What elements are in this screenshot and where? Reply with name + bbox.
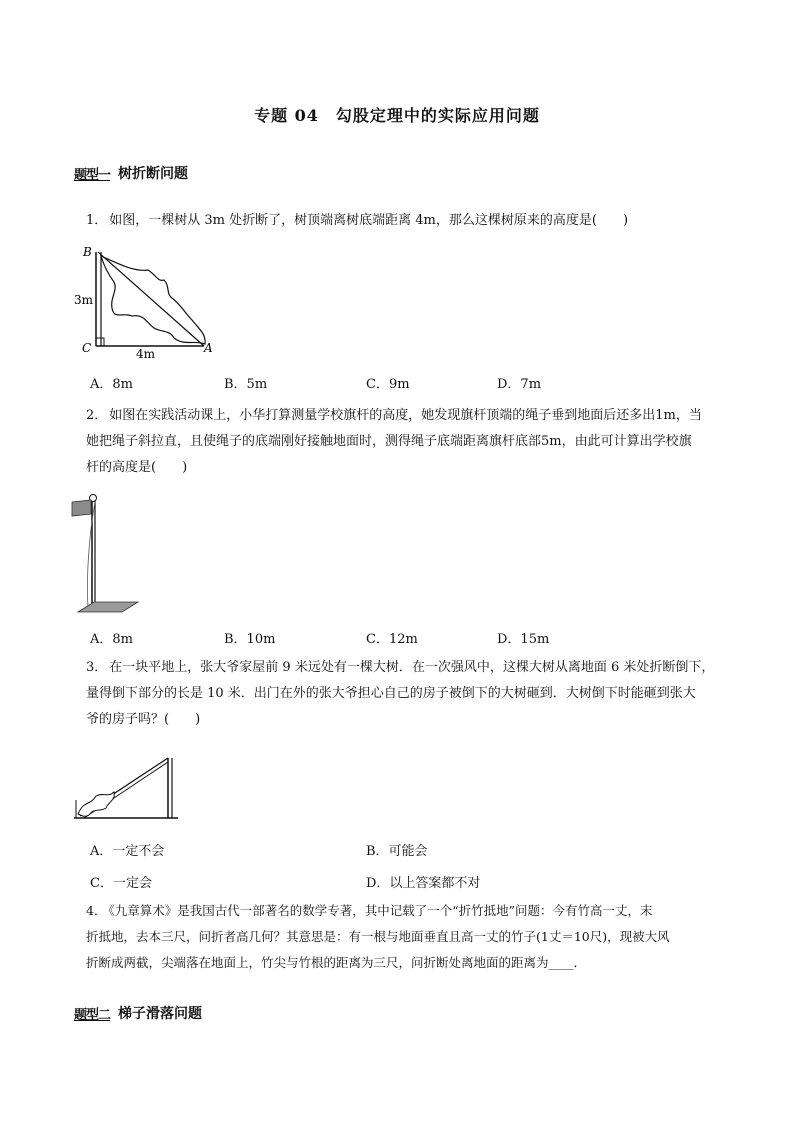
option-a: A．一定不会 — [90, 844, 165, 859]
section-tag: 题型一 — [74, 167, 111, 183]
option-d: D．7m — [497, 377, 542, 392]
option-c: C．12m — [366, 632, 418, 647]
section-name: 梯子滑落问题 — [118, 1006, 203, 1022]
question-text-line-2: 量得倒下部分的长是 10 米．出门在外的张大爷担心自己的房子被倒下的大树砸到．大树倒下时能砸到张大 — [86, 686, 696, 701]
section-heading-1 — [74, 163, 188, 183]
question-text-line-1: 如图在实践活动课上，小华打算测量学校旗杆的高度，她发现旗杆顶端的绳子垂到地面后还多出1m，当 — [109, 408, 702, 423]
section-heading-2 — [74, 1003, 202, 1023]
fallen-trunk — [98, 252, 204, 346]
question-number: 3． — [86, 660, 108, 675]
option-d: D．15m — [497, 632, 550, 647]
question-text-line-1: 在一块平地上，张大爷家屋前 9 米远处有一棵大树．在一次强风中，这棵大树从离地面 6 米处折断倒下， — [109, 660, 715, 675]
flag — [72, 500, 91, 516]
section-name: 树折断问题 — [118, 166, 189, 182]
label-a: A — [204, 341, 213, 355]
question-1 — [86, 208, 726, 234]
option-b: B．5m — [224, 377, 268, 392]
question-4 — [86, 898, 726, 976]
question-2 — [86, 403, 726, 481]
question-3 — [86, 655, 726, 733]
question-text-line-3: 折断成两截，尖端落在地面上，竹尖与竹根的距离为三尺，问折断处离地面的距离为____． — [86, 955, 587, 970]
question-text-line-3: 杆的高度是( ) — [86, 460, 188, 475]
label-3m: 3m — [74, 293, 94, 307]
option-a: A．8m — [90, 632, 133, 647]
question-text-line-2: 她把绳子斜拉直，且使绳子的底端刚好接触地面时，测得绳子底端距离旗杆底部5m，由此可计算出学校旗 — [86, 434, 692, 449]
option-c: C．一定会 — [90, 876, 152, 891]
label-4m: 4m — [136, 347, 156, 360]
question-text-line-2: 折抵地，去本三尺，问折者高几何？其意思是：有一根与地面垂直且高一丈的竹子(1丈＝10尺)，现被大风 — [86, 929, 670, 944]
option-a: A．8m — [90, 377, 133, 392]
label-b: B — [83, 245, 92, 259]
page-title: 专题 04 勾股定理中的实际应用问题 — [254, 106, 540, 125]
section-tag: 题型二 — [74, 1007, 111, 1023]
label-c: C — [82, 341, 92, 355]
option-d: D．以上答案都不对 — [366, 876, 481, 891]
question-text-line-3: 爷的房子吗？( ) — [86, 712, 201, 727]
tree-crown — [78, 792, 114, 816]
question-number: 4． — [86, 903, 107, 918]
option-c: C．9m — [366, 377, 410, 392]
option-b: B．可能会 — [366, 844, 428, 859]
question-text-line-1: 《九章算术》是我国古代一部著名的数学专著，其中记载了一个“折竹抵地”问题：今有竹高一丈，末 — [108, 903, 653, 918]
ground-base — [78, 602, 138, 612]
question-number: 2． — [86, 408, 108, 423]
broken-tree-figure — [74, 756, 184, 822]
rope — [87, 502, 95, 608]
question-number: 1． — [86, 213, 108, 228]
right-angle-mark — [96, 338, 104, 346]
question-text: 如图，一棵树从 3m 处折断了，树顶端离树底端距离 4m，那么这棵树原来的高度是( ) — [109, 213, 629, 228]
tree-figure-1 — [74, 242, 224, 360]
option-b: B．10m — [224, 632, 276, 647]
flagpole-figure — [66, 490, 146, 616]
